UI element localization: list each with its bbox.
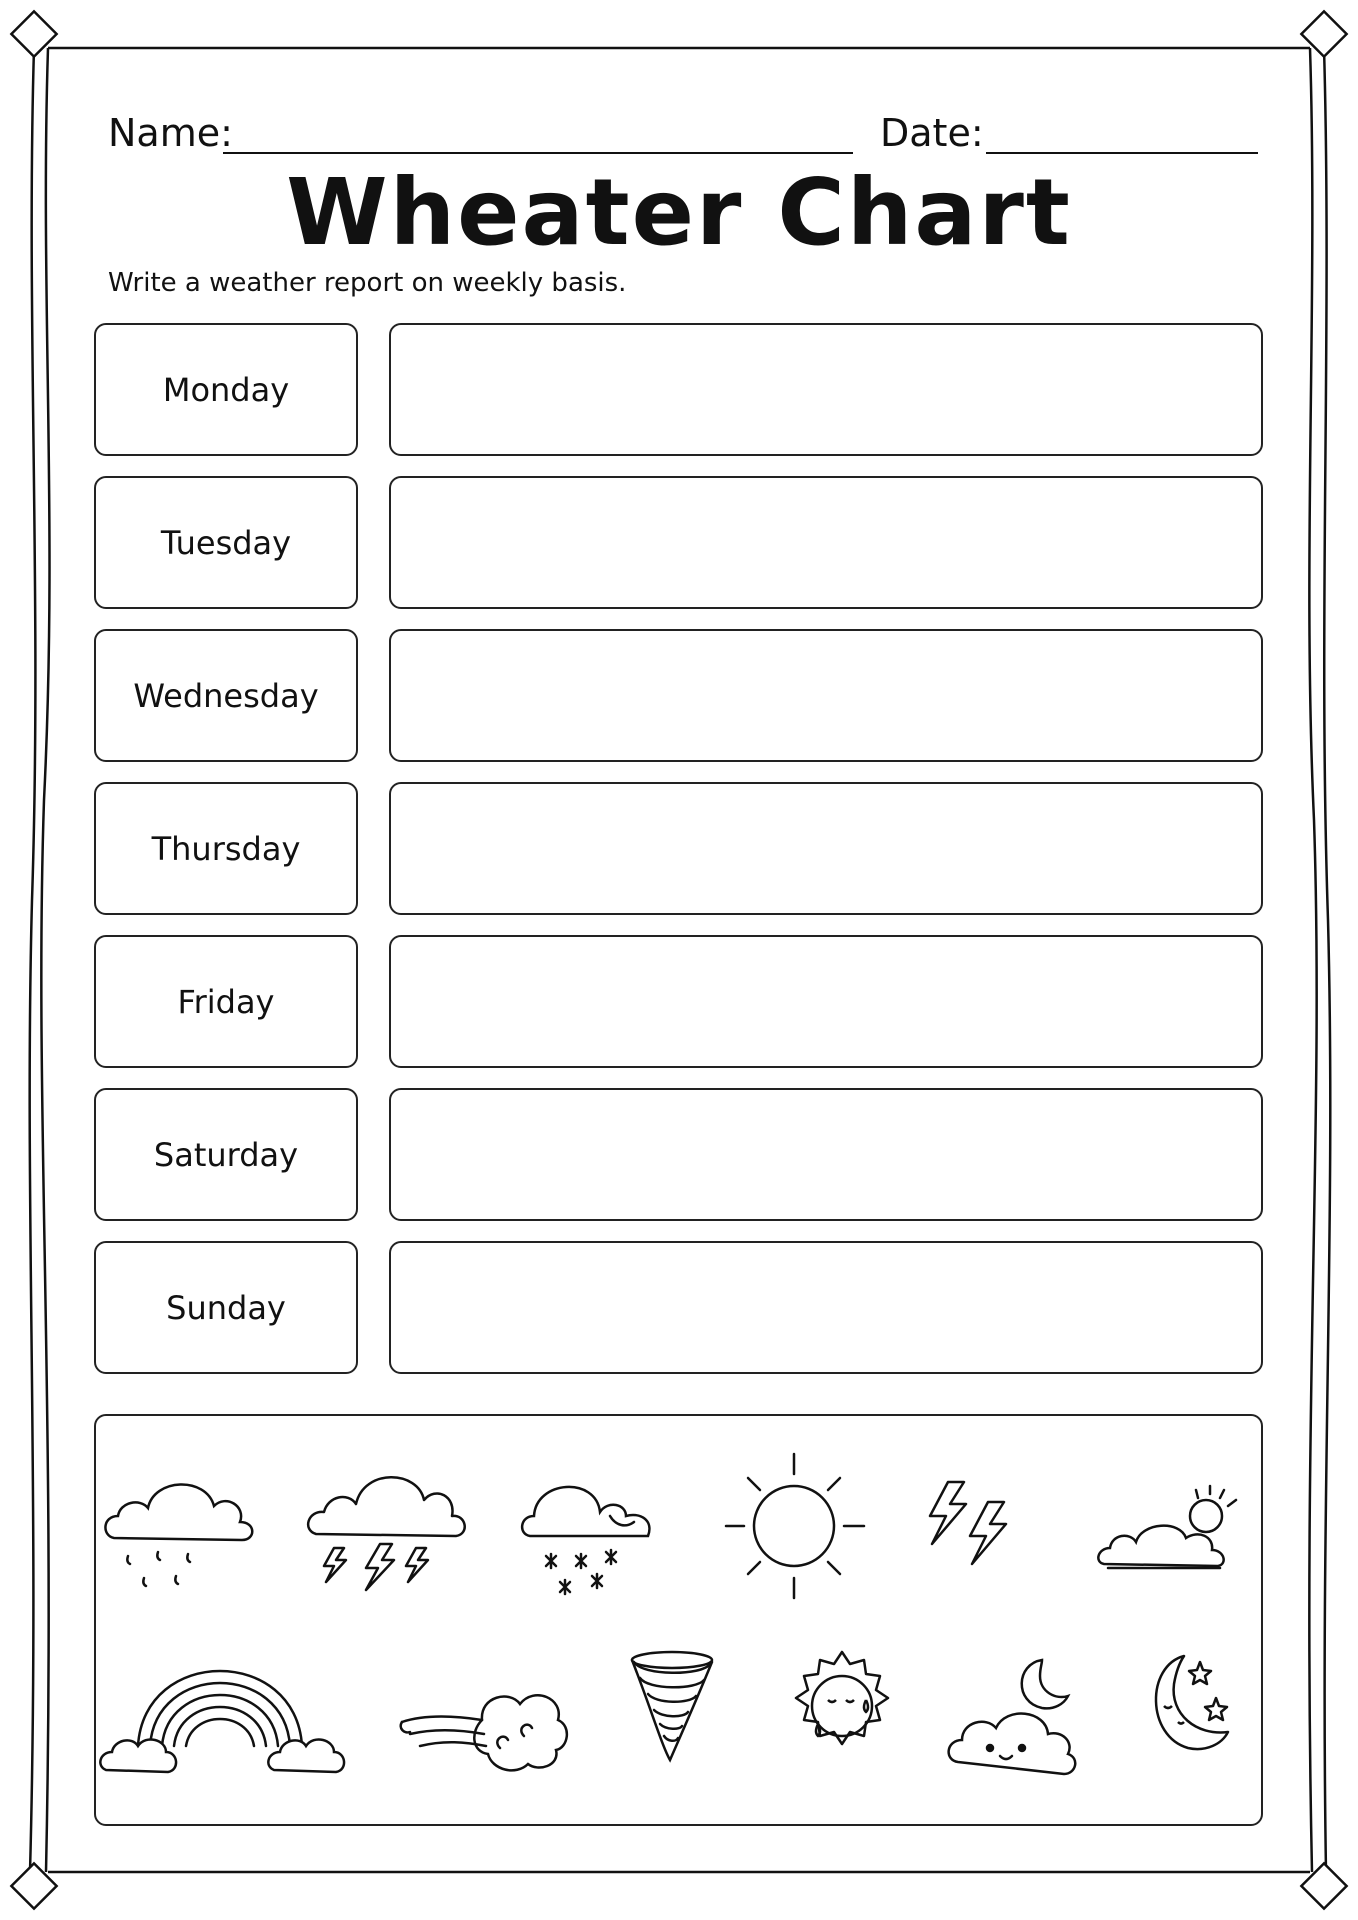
rainbow-icon [96,1636,97,1637]
hot-sun-icon [786,1636,787,1637]
day-label-friday: Friday [94,935,358,1068]
day-label-sunday: Sunday [94,1241,358,1374]
sun-icon [726,1416,727,1417]
cloud-moon-icon [946,1636,947,1637]
day-label-thursday: Thursday [94,782,358,915]
moon-stars-icon [1136,1636,1137,1637]
day-label-wednesday: Wednesday [94,629,358,762]
report-field-monday[interactable] [389,323,1263,456]
day-label-monday: Monday [94,323,358,456]
report-field-friday[interactable] [389,935,1263,1068]
partly-cloudy-icon [1096,1416,1097,1417]
report-field-sunday[interactable] [389,1241,1263,1374]
tornado-icon [626,1636,627,1637]
lightning-icon [926,1416,927,1417]
report-field-wednesday[interactable] [389,629,1263,762]
rain-cloud-icon [96,1416,97,1417]
report-field-thursday[interactable] [389,782,1263,915]
page-title: Wheater Chart [286,159,1072,266]
instruction-text: Write a weather report on weekly basis. [108,268,627,298]
date-field[interactable] [986,152,1258,154]
name-label: Name: [108,111,233,155]
snow-cloud-icon [516,1416,517,1417]
worksheet-header [108,108,1258,158]
day-label-saturday: Saturday [94,1088,358,1221]
day-label-tuesday: Tuesday [94,476,358,609]
weather-icons-panel [94,1414,1263,1826]
report-field-tuesday[interactable] [389,476,1263,609]
name-field[interactable] [223,152,853,154]
date-label: Date: [880,111,984,155]
wind-icon [396,1636,397,1637]
thunderstorm-cloud-icon [306,1416,307,1417]
report-field-saturday[interactable] [389,1088,1263,1221]
